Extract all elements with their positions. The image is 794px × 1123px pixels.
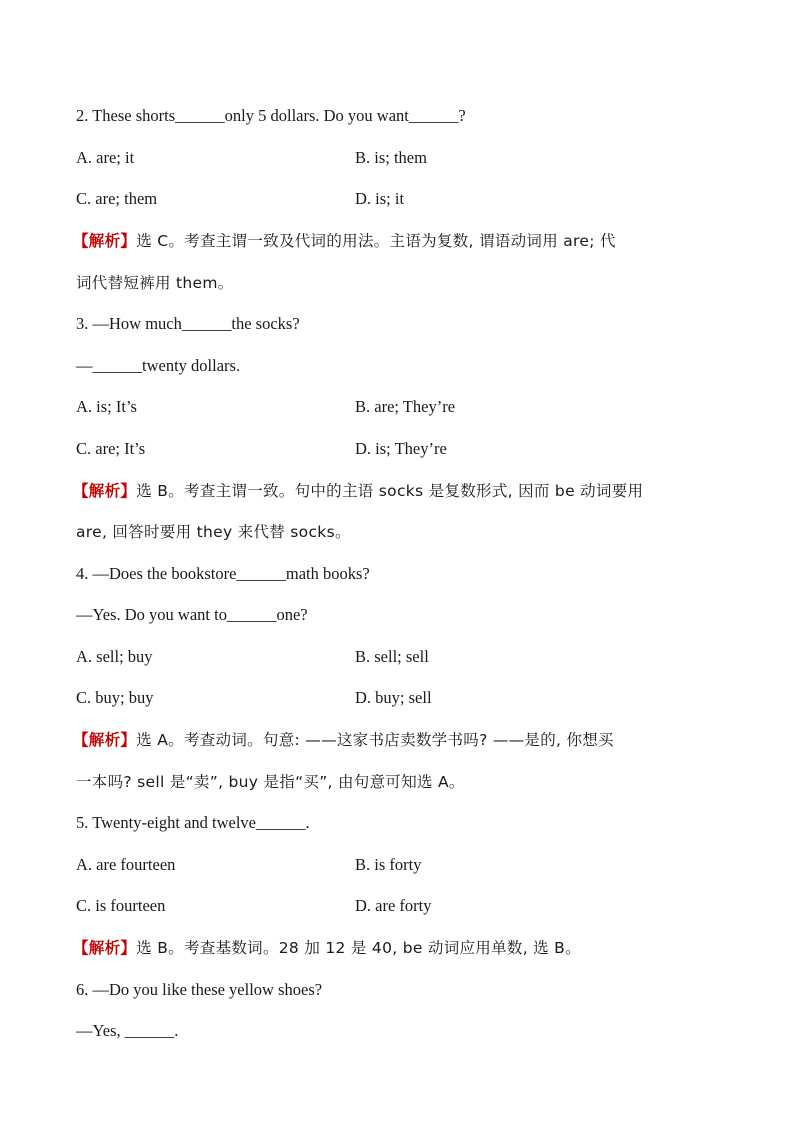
q3-explanation-line1 [73,481,643,501]
q4-explanation-line2: 一本吗? sell 是“卖”, buy 是指“买”, 由句意可知选 A。 [76,773,465,791]
q2-explanation-line2: 词代替短裤用 them。 [76,274,234,292]
q5-stem: 5. Twenty-eight and twelve______. [76,813,310,832]
q2-option-b: B. is; them [355,148,427,167]
q4-option-c: C. buy; buy [76,688,154,707]
q6-stem: 6. —Do you like these yellow shoes? [76,980,323,999]
q3-reply: —______twenty dollars. [76,356,241,375]
q4-option-b: B. sell; sell [355,647,429,666]
q3-option-d: D. is; They’re [355,439,447,458]
q4-explanation-text1: 选 A。考查动词。句意: ——这家书店卖数学书吗? ——是的, 你想买 [136,731,614,749]
q5-explanation-text1: 选 B。考查基数词。28 加 12 是 40, be 动词应用单数, 选 B。 [136,939,581,957]
q2-option-c: C. are; them [76,189,158,208]
q2-explanation-text1: 选 C。考查主谓一致及代词的用法。主语为复数, 谓语动词用 are; 代 [136,232,616,250]
q2-option-d: D. is; it [355,189,405,208]
analysis-tag: 【解析】 [73,939,137,957]
q5-option-c: C. is fourteen [76,896,166,915]
analysis-tag: 【解析】 [73,731,137,749]
q4-option-d: D. buy; sell [355,688,432,707]
q4-explanation-line1 [73,730,614,750]
q4-reply: —Yes. Do you want to______one? [76,605,308,624]
q4-option-a: A. sell; buy [76,647,153,666]
q3-option-c: C. are; It’s [76,439,146,458]
analysis-tag: 【解析】 [73,482,137,500]
q6-reply: —Yes, ______. [76,1021,179,1040]
q3-explanation-text1: 选 B。考查主谓一致。句中的主语 socks 是复数形式, 因而 be 动词要用 [136,482,644,500]
q5-option-a: A. are fourteen [76,855,176,874]
q3-explanation-line2: are, 回答时要用 they 来代替 socks。 [76,523,351,541]
q5-explanation-line1 [73,938,581,958]
analysis-tag: 【解析】 [73,232,137,250]
q2-stem: 2. These shorts______only 5 dollars. Do you want______? [76,106,466,125]
q2-option-a: A. are; it [76,148,135,167]
q5-option-b: B. is forty [355,855,422,874]
q4-stem: 4. —Does the bookstore______math books? [76,564,370,583]
q5-option-d: D. are forty [355,896,432,915]
q3-option-b: B. are; They’re [355,397,456,416]
q3-option-a: A. is; It’s [76,397,137,416]
q3-stem: 3. —How much______the socks? [76,314,300,333]
q2-explanation-line1 [73,231,616,251]
